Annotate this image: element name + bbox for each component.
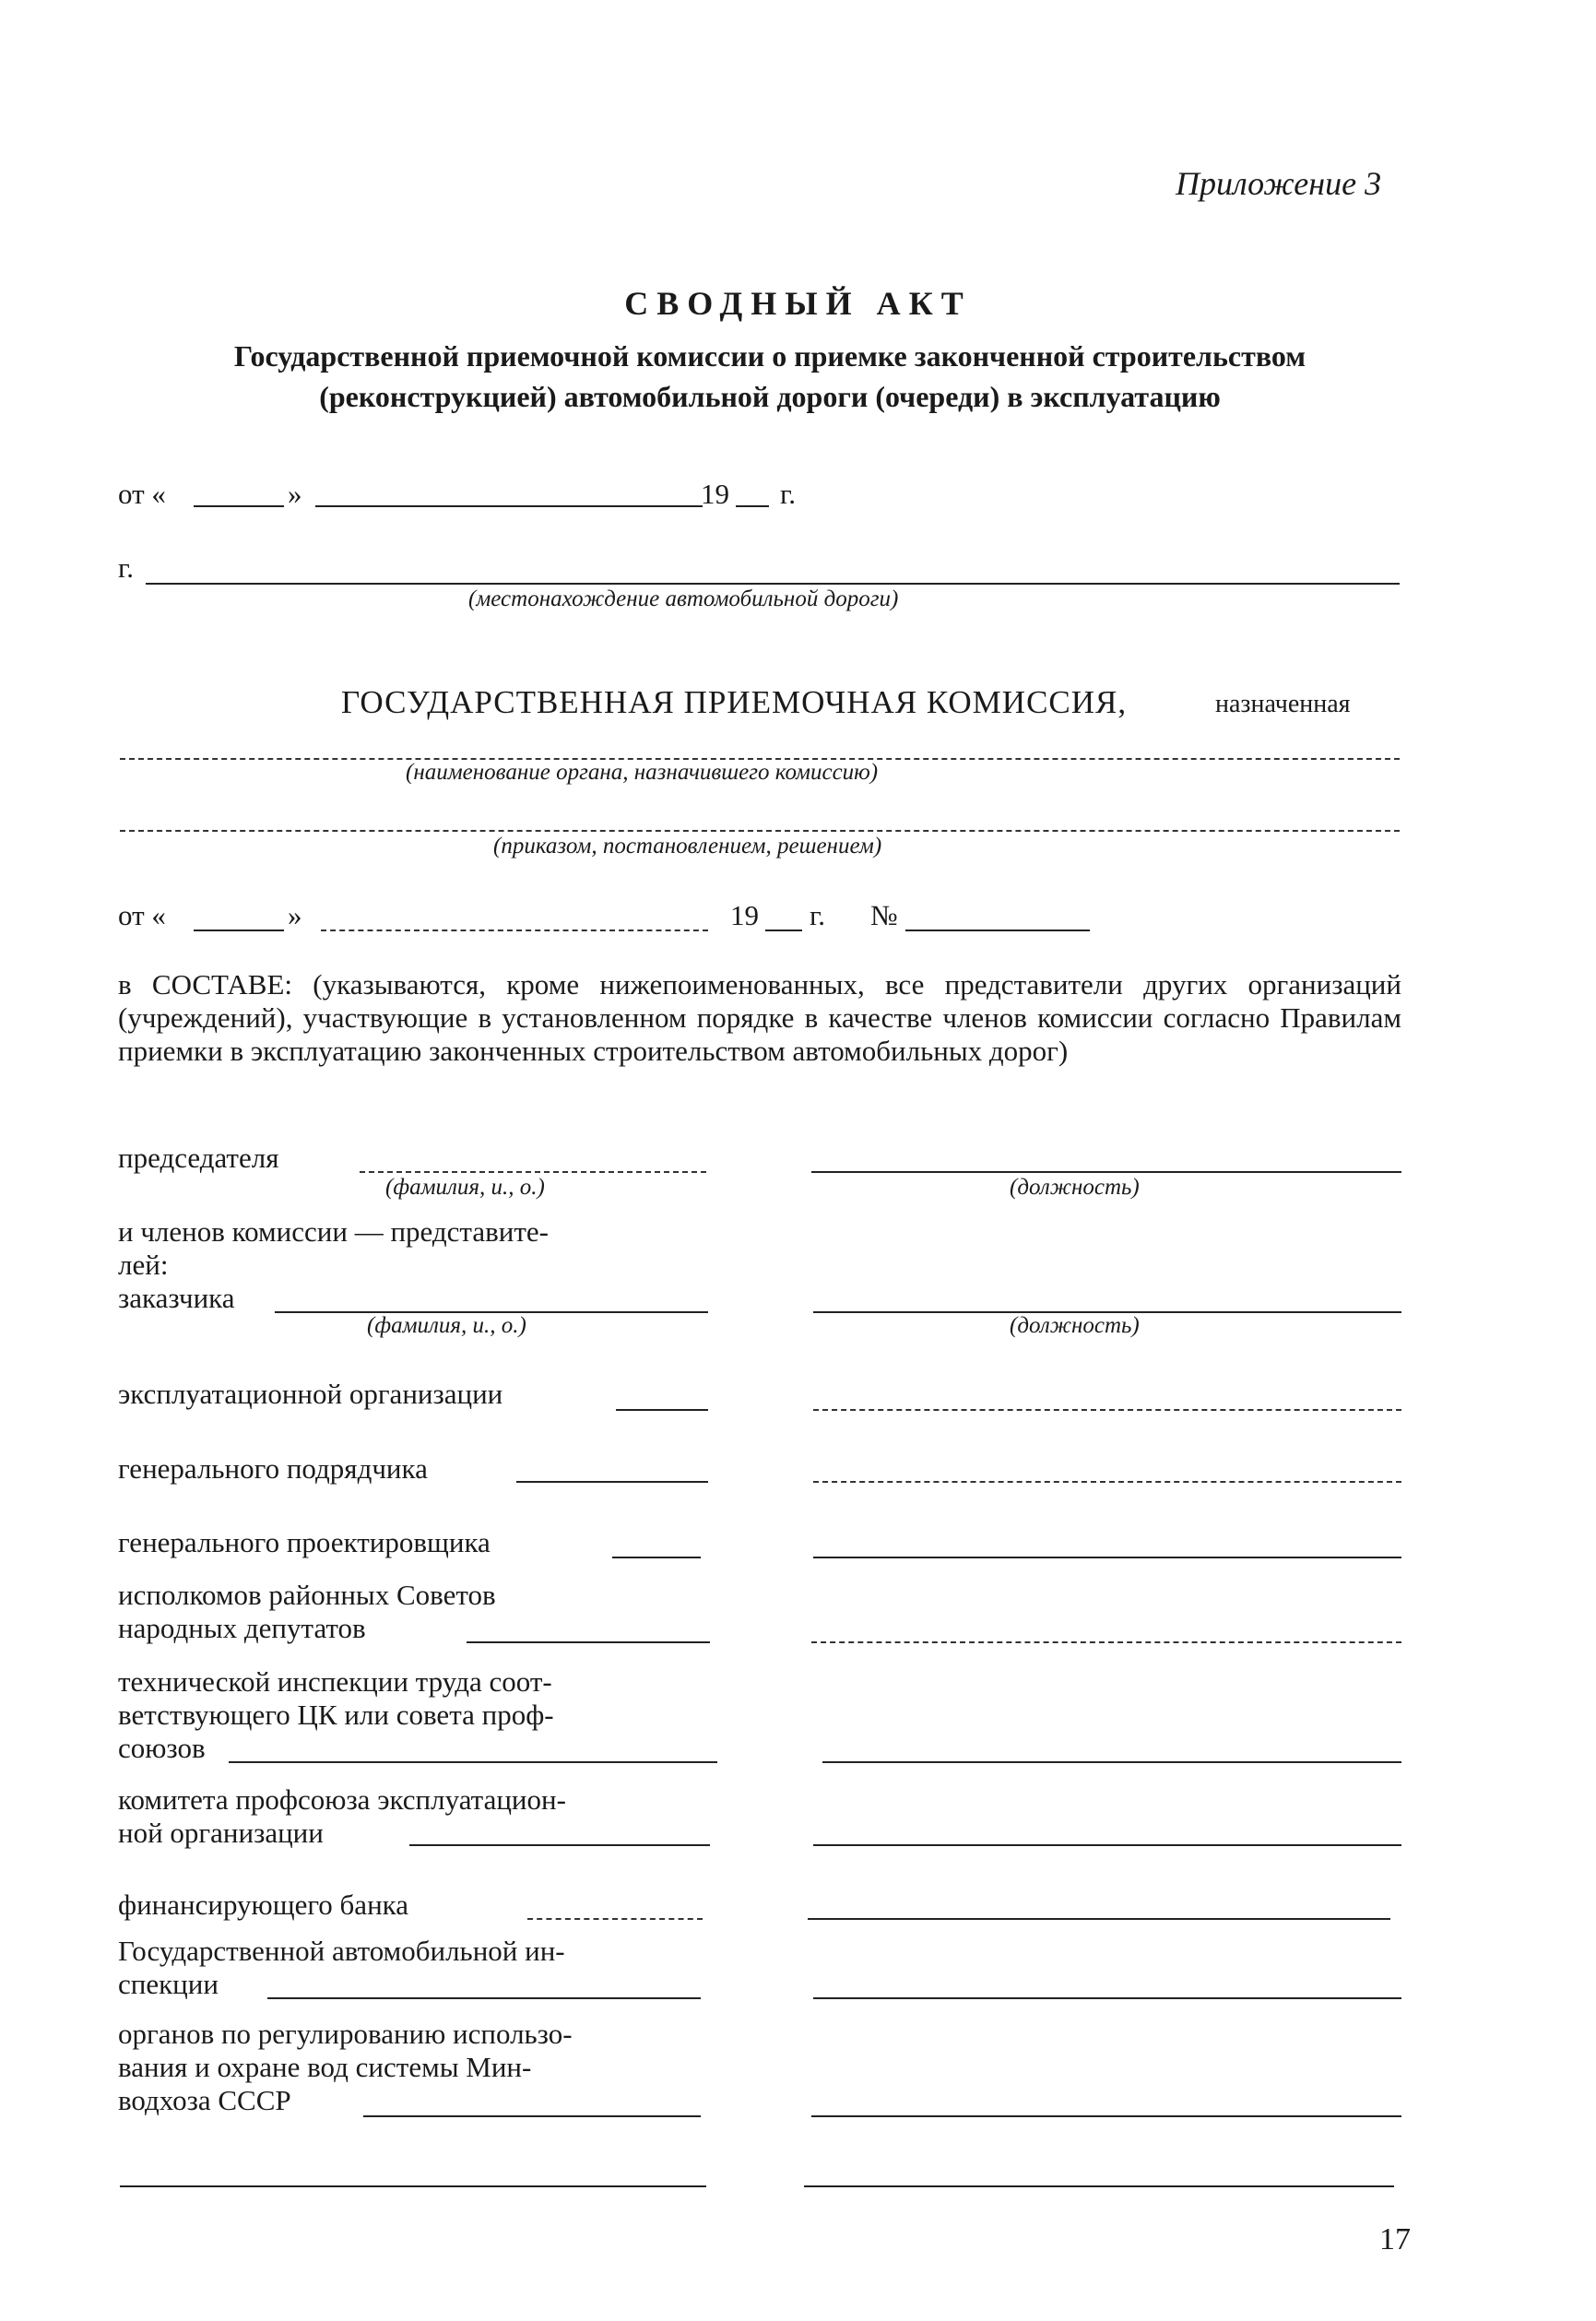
auto-inspection-position-blank[interactable] bbox=[813, 1997, 1401, 1999]
order-number-sign: № bbox=[870, 899, 898, 931]
document-title: СВОДНЫЙ АКТ bbox=[624, 285, 972, 322]
water-label-line1: органов по регулированию использо- bbox=[118, 2018, 573, 2050]
labor-name-blank[interactable] bbox=[229, 1761, 717, 1763]
general-contractor-label: генерального подрядчика bbox=[118, 1452, 428, 1485]
auto-inspection-label-line2: спекции bbox=[118, 1968, 219, 2000]
members-intro-line2: лей: bbox=[118, 1249, 169, 1281]
executive-label-line1: исполкомов районных Советов bbox=[118, 1579, 496, 1611]
operating-org-position-blank[interactable] bbox=[813, 1409, 1401, 1411]
labor-position-blank[interactable] bbox=[822, 1761, 1401, 1763]
order-number-blank[interactable] bbox=[905, 930, 1090, 931]
operating-org-name-blank[interactable] bbox=[616, 1409, 708, 1411]
water-label-line2: вания и охране вод системы Мин- bbox=[118, 2051, 532, 2083]
document-subtitle: Государственной приемочной комиссии о приемке законченной строительством (реконструкцией) автомобильной дороги (очереди) в эксплуатацию bbox=[233, 339, 1306, 413]
date-suffix: г. bbox=[780, 478, 796, 510]
labor-label-line2: ветствующего ЦК или совета проф- bbox=[118, 1699, 554, 1731]
date-quote-close: » bbox=[288, 478, 302, 510]
executive-label-line2: народных депутатов bbox=[118, 1612, 366, 1644]
general-designer-position-blank[interactable] bbox=[813, 1557, 1401, 1558]
order-month-blank[interactable] bbox=[321, 930, 708, 931]
composition-paragraph: в СОСТАВЕ: (указываются, кроме нижепоименованных, все представители других организаций (учреждений), участвующие в установленном порядке в качестве членов комиссии согласно Правилам приемки в эксплуатацию законченных строительством автомобильных дорог) bbox=[118, 968, 1401, 1067]
chairman-name-blank[interactable] bbox=[360, 1171, 706, 1173]
executive-position-blank[interactable] bbox=[811, 1641, 1401, 1643]
general-contractor-name-blank[interactable] bbox=[516, 1481, 708, 1483]
appendix-label: Приложение 3 bbox=[1176, 165, 1382, 202]
chairman-position-blank[interactable] bbox=[811, 1171, 1401, 1173]
general-designer-label: генерального проектировщика bbox=[118, 1526, 491, 1558]
bank-label: финансирующего банка bbox=[118, 1889, 409, 1921]
commission-appointed: назначенная bbox=[1215, 690, 1351, 718]
chairman-position-caption: (должность) bbox=[1010, 1175, 1140, 1200]
union-label-line1: комитета профсоюза эксплуатацион- bbox=[118, 1783, 566, 1816]
location-prefix: г. bbox=[118, 551, 134, 584]
general-designer-name-blank[interactable] bbox=[612, 1557, 701, 1558]
extra-name-blank[interactable] bbox=[120, 2185, 706, 2187]
organ-caption: (наименование органа, назначившего комиссию) bbox=[406, 760, 879, 785]
location-blank[interactable] bbox=[146, 583, 1400, 585]
date-month-blank[interactable] bbox=[315, 505, 703, 507]
date-day-blank[interactable] bbox=[194, 505, 284, 507]
general-contractor-position-blank[interactable] bbox=[813, 1481, 1401, 1483]
labor-label-line1: технической инспекции труда соот- bbox=[118, 1665, 552, 1698]
bank-name-blank[interactable] bbox=[527, 1918, 703, 1920]
members-intro-line1: и членов комиссии — представите- bbox=[118, 1215, 549, 1248]
water-position-blank[interactable] bbox=[811, 2115, 1401, 2117]
union-name-blank[interactable] bbox=[409, 1844, 710, 1846]
auto-inspection-name-blank[interactable] bbox=[267, 1997, 701, 1999]
bank-position-blank[interactable] bbox=[808, 1918, 1390, 1920]
operating-org-label: эксплуатационной организации bbox=[118, 1378, 503, 1410]
auto-inspection-label-line1: Государственной автомобильной ин- bbox=[118, 1935, 565, 1967]
water-label-line3: водхоза СССР bbox=[118, 2084, 291, 2116]
extra-position-blank[interactable] bbox=[804, 2185, 1394, 2187]
order-year-suffix: г. bbox=[810, 899, 825, 931]
order-type-caption: (приказом, постановлением, решением) bbox=[493, 834, 882, 859]
location-caption: (местонахождение автомобильной дороги) bbox=[468, 586, 899, 611]
order-day-blank[interactable] bbox=[194, 930, 284, 931]
customer-name-caption: (фамилия, и., о.) bbox=[367, 1313, 526, 1338]
order-type-blank[interactable] bbox=[120, 830, 1400, 832]
water-name-blank[interactable] bbox=[363, 2115, 701, 2117]
order-date-prefix: от « bbox=[118, 899, 166, 931]
customer-position-caption: (должность) bbox=[1010, 1313, 1140, 1338]
date-prefix: от « bbox=[118, 478, 166, 510]
order-year-blank[interactable] bbox=[765, 930, 802, 931]
chairman-label: председателя bbox=[118, 1142, 279, 1174]
page-number: 17 bbox=[1379, 2222, 1411, 2256]
date-year-blank[interactable] bbox=[736, 505, 769, 507]
executive-name-blank[interactable] bbox=[467, 1641, 710, 1643]
union-position-blank[interactable] bbox=[813, 1844, 1401, 1846]
customer-label: заказчика bbox=[118, 1282, 235, 1314]
union-label-line2: ной организации bbox=[118, 1817, 324, 1849]
order-quote-close: » bbox=[288, 899, 302, 931]
date-year: 19 bbox=[701, 478, 729, 510]
order-year: 19 bbox=[730, 899, 759, 931]
commission-heading: ГОСУДАРСТВЕННАЯ ПРИЕМОЧНАЯ КОМИССИЯ, bbox=[341, 684, 1128, 720]
chairman-name-caption: (фамилия, и., о.) bbox=[385, 1175, 545, 1200]
labor-label-line3: союзов bbox=[118, 1732, 206, 1764]
